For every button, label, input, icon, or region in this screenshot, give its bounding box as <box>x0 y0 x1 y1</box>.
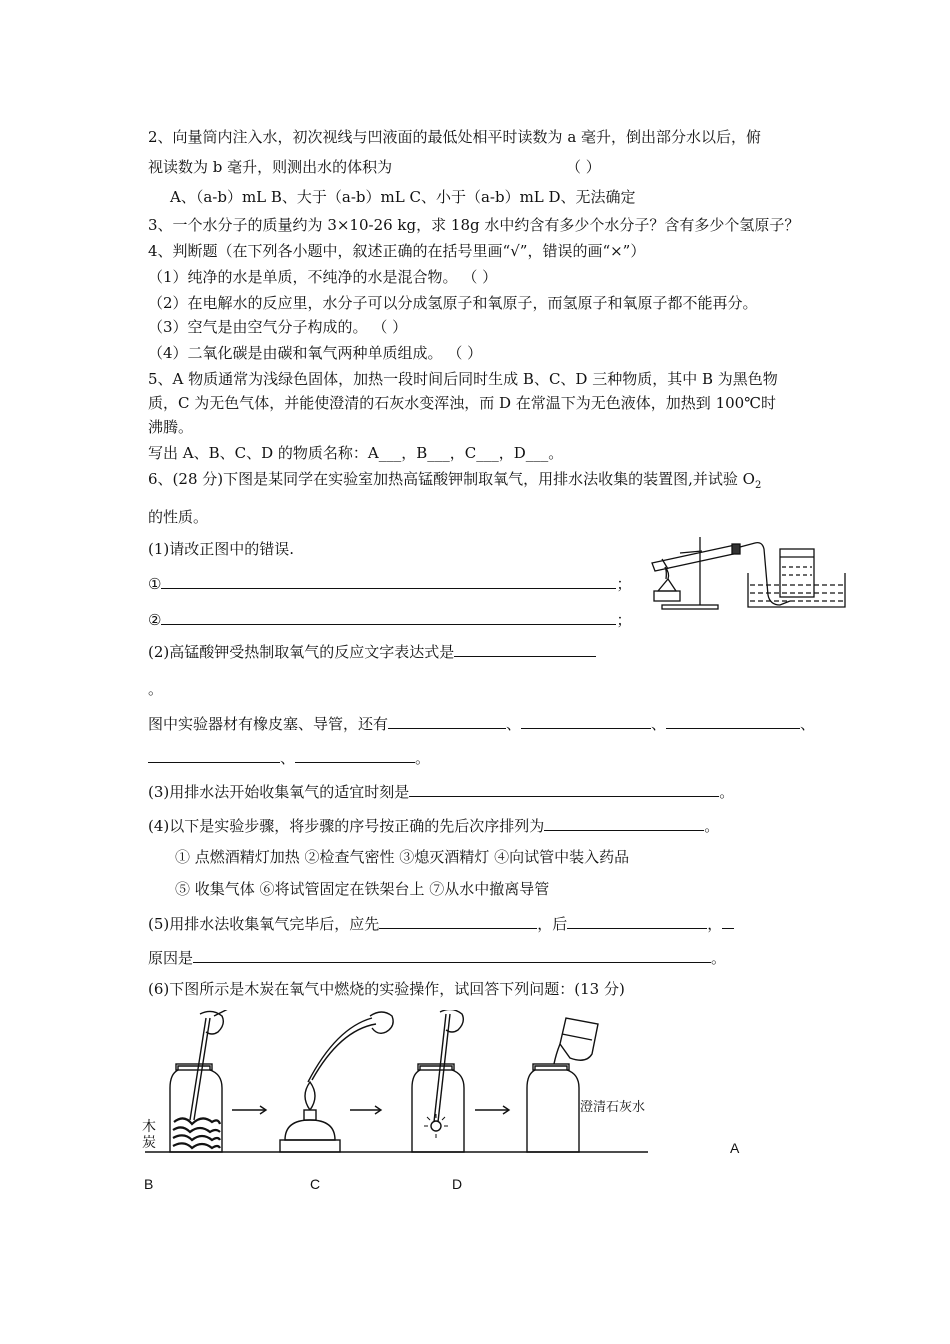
q4-title: 4、判断题（在下列各小题中，叙述正确的在括号里画“√”，错误的画“×”） <box>148 242 646 260</box>
part2-text: (2)高锰酸钾受热制取氧气的反应文字表达式是 <box>148 643 455 661</box>
steps-line1: ① 点燃酒精灯加热 ②检查气密性 ③熄灭酒精灯 ④向试管中装入药品 <box>175 848 630 866</box>
q6-part3 <box>148 782 734 801</box>
q3-text: 3、一个水分子的质量约为 3×10-26 kg，求 18g 水中约含有多少个水分子？含有多少个氢原子？ <box>148 216 800 234</box>
equipment-blank-1[interactable] <box>388 714 506 729</box>
q4-item-4: （4）二氧化碳是由碳和氧气两种单质组成。 （ ） <box>148 344 483 362</box>
charcoal-label-2: 炭 <box>142 1134 156 1150</box>
q4-item-3: （3）空气是由空气分子构成的。 （ ） <box>148 318 408 336</box>
part5-tail-underline <box>722 914 734 929</box>
figure-label-c: C <box>310 1176 321 1192</box>
reason-blank[interactable] <box>193 948 711 963</box>
q5-line4: 写出 A、B、C、D 的物质名称：A___，B___，C___，D___。 <box>148 444 564 462</box>
q2-line1: 2、向量筒内注入水，初次视线与凹液面的最低处相平时读数为 a 毫升，倒出部分水以后，俯 <box>148 128 762 146</box>
figure-label-b: B <box>144 1176 154 1192</box>
q6-correction-2 <box>148 610 631 629</box>
equipment-text: 图中实验器材有橡皮塞、导管，还有 <box>148 715 389 733</box>
part5-first-blank[interactable] <box>379 914 537 929</box>
q6-head2: 的性质。 <box>148 508 209 526</box>
equipment-sep-2: 、 <box>651 715 667 733</box>
figure-label-d: D <box>452 1176 463 1192</box>
correction-2-marker: ② <box>148 611 162 629</box>
equipment-blank-4[interactable] <box>148 748 280 763</box>
steps-line2: ⑤ 收集气体 ⑥将试管固定在铁架台上 ⑦从水中撤离导管 <box>175 880 550 898</box>
correction-1-semicolon: ； <box>616 575 632 593</box>
equation-blank[interactable] <box>454 642 596 657</box>
q6-part2 <box>148 642 596 661</box>
q2-answer-paren: （ ） <box>566 158 601 176</box>
part5-text-a: (5)用排水法收集氧气完毕后，应先 <box>148 915 380 933</box>
correction-2-semicolon: ； <box>616 611 632 629</box>
equipment-blank-2[interactable] <box>521 714 651 729</box>
correction-1-marker: ① <box>148 575 162 593</box>
q6-part5-reason <box>148 948 726 967</box>
q6-part4 <box>148 816 719 835</box>
q5-line2: 质，C 为无色气体，并能使澄清的石灰水变浑浊，而 D 在常温下为无色液体，加热到 100℃时 <box>148 394 776 412</box>
part3-text: (3)用排水法开始收集氧气的适宜时刻是 <box>148 783 410 801</box>
part5-text-d: 原因是 <box>148 949 194 967</box>
q6-equipment-cont <box>148 748 430 767</box>
part4-blank[interactable] <box>544 816 704 831</box>
correction-1-blank[interactable] <box>161 574 616 589</box>
q6-correction-1 <box>148 574 631 593</box>
correction-2-blank[interactable] <box>161 610 616 625</box>
q6-part1: (1)请改正图中的错误. <box>148 540 295 558</box>
q6-head1-text: 6、(28 分)下图是某同学在实验室加热高锰酸钾制取氧气，用排水法收集的装置图,并试验 O <box>148 470 755 488</box>
part5-then-blank[interactable] <box>567 914 707 929</box>
part3-blank[interactable] <box>409 782 719 797</box>
figure-label-a: A <box>730 1140 740 1156</box>
equipment-period: 。 <box>415 749 431 767</box>
part5-text-c: ， <box>707 915 723 933</box>
equipment-blank-3[interactable] <box>666 714 800 729</box>
equipment-sep-3: 、 <box>800 715 816 733</box>
part4-period: 。 <box>704 817 720 835</box>
q2-line2: 视读数为 b 毫升，则测出水的体积为 <box>148 158 393 176</box>
part4-text: (4)以下是实验步骤，将步骤的序号按正确的先后次序排列为 <box>148 817 545 835</box>
charcoal-combustion-figure <box>140 1010 660 1158</box>
part2-period: 。 <box>148 680 164 698</box>
q2-options: A、（a-b）mL B、大于（a-b）mL C、小于（a-b）mL D、无法确定 <box>170 188 636 206</box>
equipment-blank-5[interactable] <box>295 748 415 763</box>
equipment-sep-1: 、 <box>506 715 522 733</box>
part3-period: 。 <box>719 783 735 801</box>
equipment-sep-4: 、 <box>280 749 296 767</box>
limewater-label: 澄清石灰水 <box>580 1099 646 1114</box>
q4-item-1: （1）纯净的水是单质，不纯净的水是混合物。 （ ） <box>148 268 498 286</box>
q6-part6: (6)下图所示是木炭在氧气中燃烧的实验操作，试回答下列问题：(13 分) <box>148 980 625 998</box>
q6-head1-sub: 2 <box>754 480 762 491</box>
q4-item-2: （2）在电解水的反应里，水分子可以分成氢原子和氧原子，而氢原子和氧原子都不能再分。 <box>148 294 758 312</box>
part5-text-b: ，后 <box>537 915 568 933</box>
q6-equipment <box>148 714 815 733</box>
reason-period: 。 <box>711 949 727 967</box>
oxygen-apparatus-figure <box>640 535 850 615</box>
q6-head1 <box>148 470 761 495</box>
q6-part5 <box>148 914 734 933</box>
charcoal-label-1: 木 <box>142 1118 156 1134</box>
q5-line1: 5、A 物质通常为浅绿色固体，加热一段时间后同时生成 B、C、D 三种物质，其中 B 为黑色物 <box>148 370 778 388</box>
q5-line3: 沸腾。 <box>148 418 194 436</box>
